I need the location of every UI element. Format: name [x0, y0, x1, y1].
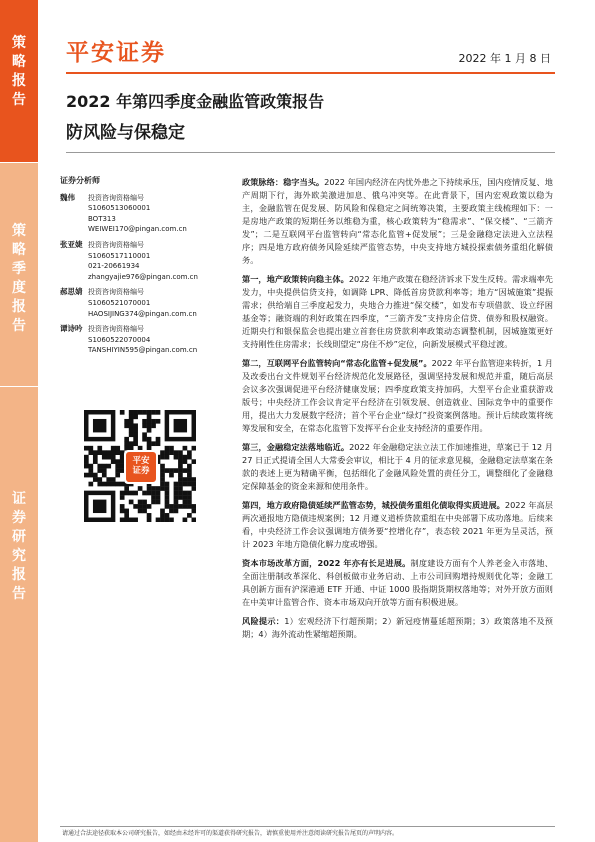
sidebar-char: 证	[12, 491, 26, 507]
analyst-panel	[60, 176, 232, 361]
analyst-line: 投资咨询资格编号	[88, 325, 144, 334]
paragraph-text: 2022 年地产政策在稳经济诉求下发生反转。需求端率先发力，中央提供信贷支持，如调降 LPR、降低首房贷款利率等；地方“因城施策”提振需求；供给端自三季度起发力，央地合力推进“保交楼”，如发布专项借款、设立纾困基金等；融资端的利好政策在四季度，“三箭齐发”支持房企信贷、债券和股权融资。近期央行和银保监会也提出建立首套住房贷款利率政策动态调整机制，因城施策更好支持刚性住房需求；长线則望定“房住不炒”定位，向新发展模式平稳过渡。	[242, 274, 553, 349]
report-title: 2022 年第四季度金融监管政策报告	[66, 92, 325, 111]
paragraph-text: 2022 年高层两次通报地方隐债违规案例；12 月遵义道桥贷款重组在中央部署下成功落地。后续来看，中央经济工作会议强调地方债务要“控增化存”，表态较 2021 年更为呈灵活，预计 2023 年地方隐债化解力度或增强。	[242, 500, 553, 549]
paragraph-heading: 政策脉络：稳字当头。	[242, 177, 325, 187]
sidebar-char: 研	[12, 529, 26, 545]
sidebar-char: 报	[12, 299, 26, 315]
sidebar-char: 报	[12, 73, 26, 89]
analyst-section-title: 证券分析师	[60, 176, 100, 185]
sidebar-char: 季	[12, 261, 26, 277]
paragraph-heading: 风险提示：	[242, 616, 285, 626]
sidebar	[0, 0, 38, 842]
analyst-line: S1060521070001	[88, 298, 151, 307]
risk-warning	[242, 615, 553, 641]
analyst-line: S1060517110001	[88, 251, 151, 260]
paragraph-heading: 第四，地方政府隐债延续严监管态势，城投债务重组化债取得实质进展。	[242, 500, 505, 510]
company-logo: 平安证券	[66, 39, 166, 66]
sidebar-char: 告	[12, 92, 26, 108]
qr-logo-line: 平安	[132, 456, 150, 466]
analyst-line: S1060513060001	[88, 204, 151, 213]
paragraph-text: 2022 年平台监管迎来转折，1 月及改委出台文件规划平台经济规范化发展路径，强调坚持发展和规范并重，随后高层会议多次强调促进平台经济健康发展；四季度政策支持加码，大型平台企业重获游戏版号；中央经济工作会议肯定平台经济在引领发展、创造就业、国际竞争中的重要作用，提出大力发展数字经济；首个平台企业“绿灯”投资案例落地。预计后续政策将统筹发展和安全，在常态化监管下发挥平台企业支持经济的重要作用。	[242, 358, 553, 433]
analyst-entry	[60, 240, 232, 282]
paragraph-heading: 资本市场改革方面，2022 年亦有长足进展。	[242, 558, 411, 568]
sidebar-section-research	[0, 490, 38, 604]
analyst-email[interactable]: WEIWEI170@pingan.com.cn	[88, 225, 187, 234]
body-paragraph	[242, 557, 553, 609]
analyst-line: 投资咨询资格编号	[88, 193, 144, 202]
paragraph-heading: 第二，互联网平台监管转向“常态化监管+促发展”。	[242, 358, 432, 368]
paragraph-text: 2022 年金融稳定法立法工作加速推进，草案已于 12 月 27 日正式提请全国人大常委会审议，相比于 4 月的征求意见稿，金融稳定法草案在条款的表述上更为精确平衡，包括细化了金融风险处置的责任分工，调整细化了金融稳定保障基金的资金来源和使用条件。	[242, 442, 553, 491]
analyst-email[interactable]: HAOSIJING374@pingan.com.cn	[88, 309, 197, 318]
sidebar-char: 度	[12, 280, 26, 296]
analyst-email[interactable]: TANSHIYIN595@pingan.com.cn	[88, 346, 198, 355]
report-body	[242, 176, 553, 647]
report-date: 2022 年 1 月 8 日	[458, 52, 551, 65]
analyst-name: 张亚婕	[60, 239, 83, 249]
sidebar-char: 告	[12, 586, 26, 602]
body-paragraph	[242, 273, 553, 351]
analyst-info	[88, 193, 232, 235]
title-rule	[66, 152, 555, 153]
body-paragraph	[242, 176, 553, 267]
paragraph-heading: 第三，金融稳定法落地临近。	[242, 442, 350, 452]
footer-rule	[60, 826, 555, 827]
sidebar-char: 券	[12, 510, 26, 526]
paragraph-heading: 第一，地产政策转向稳主体。	[242, 274, 349, 284]
footer-disclaimer: 请通过合法途径获取本公司研究报告，如经由未经许可的渠道获得研究报告，请慎重使用并注意阅读研究报告尾页的声明内容。	[62, 830, 399, 837]
analyst-line: BOT313	[88, 214, 116, 223]
analyst-entry	[60, 324, 232, 356]
analyst-entry	[60, 287, 232, 319]
analyst-name: 郝思婧	[60, 287, 83, 297]
analyst-email[interactable]: zhangyajie976@pingan.com.cn	[88, 272, 198, 281]
sidebar-char: 策	[12, 35, 26, 51]
body-paragraph	[242, 441, 553, 493]
sidebar-divider	[0, 162, 38, 163]
qr-code-icon	[84, 410, 196, 522]
body-paragraph	[242, 499, 553, 551]
analyst-line: 投资咨询资格编号	[88, 240, 144, 249]
analyst-info	[88, 324, 232, 356]
qr-logo-badge	[124, 450, 158, 484]
paragraph-text: 制度建设方面有个人养老金入市落地、全面注册制改革深化、科创板做市业务启动、上市公司回购增持规则优化等；金融工具创新方面有沪深港通 ETF 开通、中证 1000 股指期货期权落地等；对外开放方面则在中美审计监管合作、资本市场双向开放等方面有积极进展。	[242, 558, 553, 607]
qr-logo-line: 证券	[132, 466, 150, 476]
sidebar-char: 略	[12, 54, 26, 70]
analyst-info	[88, 287, 232, 319]
sidebar-char: 报	[12, 567, 26, 583]
analyst-name: 谭诗吟	[60, 324, 83, 334]
analyst-line: 投资咨询资格编号	[88, 288, 144, 297]
sidebar-section-quarterly	[0, 222, 38, 336]
qr-logo-text	[126, 452, 156, 482]
sidebar-char: 究	[12, 548, 26, 564]
analyst-entry	[60, 193, 232, 235]
sidebar-char: 略	[12, 242, 26, 258]
body-paragraph	[242, 357, 553, 435]
sidebar-divider	[0, 386, 38, 387]
sidebar-char: 告	[12, 318, 26, 334]
analyst-name: 魏伟	[60, 192, 75, 202]
paragraph-text: 1）宏观经济下行超预期；2）新冠疫情蔓延超预期；3）政策落地不及预期；4）海外流动性紧缩超预期。	[242, 616, 553, 639]
analyst-line: 021-20661934	[88, 262, 140, 271]
header-rule	[66, 72, 555, 74]
analyst-info	[88, 240, 232, 282]
sidebar-section-strategy	[0, 0, 38, 162]
sidebar-char: 策	[12, 223, 26, 239]
analyst-line: S1060522070004	[88, 335, 151, 344]
report-subtitle: 防风险与保稳定	[66, 123, 185, 143]
paragraph-text: 2022 年国内经济在内忧外患之下持续承压，国内疫情反复、地产周期下行，海外欧美激进加息、俄乌冲突等。在此背景下，国内宏观政策以稳为主，金融监管在促发展、防风险和保稳定之间统筹决策，主要政策主线梳理如下：一是房地产政策的短期任务以维稳为重，核心政策转为“稳需求”、“保交楼”、“三箭齐发”；二是互联网平台监管转向“常态化监管+促发展”；三是金融稳定法进入立法程序；四是地方政府债务风险延续严监管态势，中央支持地方城投探索债务重组化解债务。	[242, 177, 553, 265]
